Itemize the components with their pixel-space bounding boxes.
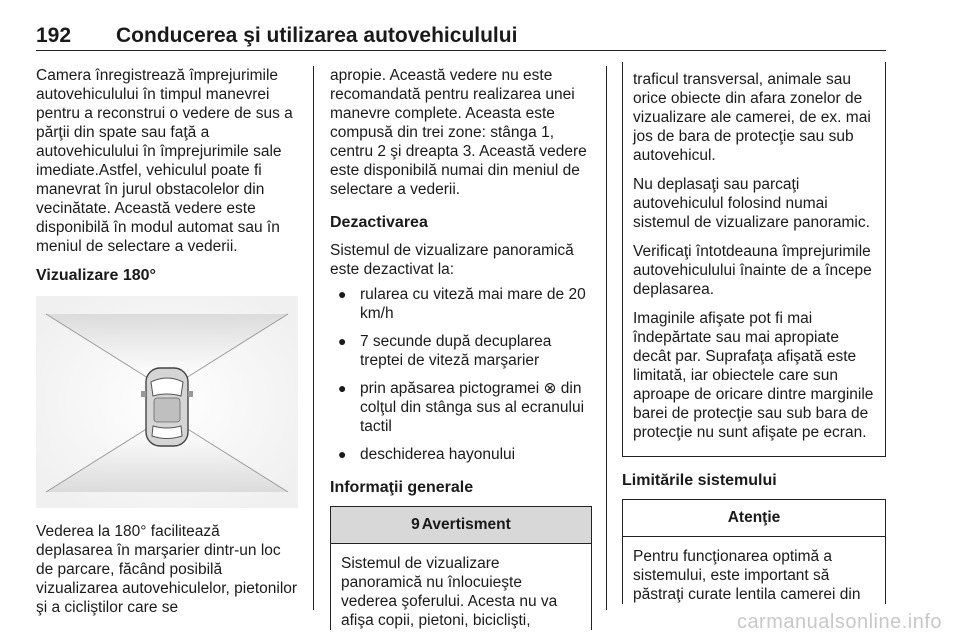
view-180-illustration (36, 296, 298, 508)
column-3 (622, 66, 886, 614)
caution-box (622, 499, 886, 604)
paragraph-180-view: Vederea la 180° facilitează deplasarea în marşarier dintr-un loc de parcare, făcând posibilă vizualizarea autovehiculelor, pietonilor şi a cicliştilor care se (36, 523, 298, 616)
bullet-icon: ● (338, 333, 347, 349)
warning-paragraph: Imaginile afişate pot fi mai îndepărtate sau mai apropiate decât par. Suprafaţa afişată este limitată, iar obiectele care sun aproape de oricare dintre marginile barei de protecţie sau sub bara de protecţie nu sunt afişate pe ecran. (633, 310, 874, 441)
list-item: ● deschiderea hayonului (338, 446, 516, 463)
warning-text: Sistemul de vizualizare panoramică nu înlocuieşte vederea şoferului. Acesta nu va afişa copii, pietoni, biciclişti, (341, 555, 558, 629)
warning-icon: 9 (411, 516, 420, 533)
caution-title: Atenţie (623, 500, 885, 537)
bullet-icon: ● (338, 286, 347, 302)
deactivation-intro: Sistemul de vizualizare panoramică este dezactivat la: (330, 242, 574, 278)
heading-180-view: Vizualizare 180° (36, 267, 156, 284)
watermark: carmanualsonline.info (736, 611, 942, 633)
column-2 (330, 66, 592, 640)
continuation-paragraph: apropie. Această vedere nu este recomandată pentru realizarea unei manevre complete. Aceasta este compusă din trei zone: stânga 1, centru 2 şi dreapta 3. Această vedere este disponibilă numai din meniul de selectare a vederii. (330, 67, 587, 198)
intro-paragraph: Camera înregistrează împrejurimile autovehiculului în timpul manevrei pentru a reconstrui o vedere de sus a părţii din spate sau faţă a autovehiculului în împrejurimile sale imediate.Astfel, vehiculul poate fi manevrat în jurul obstacolelor din vecinătate. Această vedere este disponibilă în modul automat sau în meniul de selectare a vederii. (36, 67, 293, 255)
list-item: ● 7 secunde după decuplarea treptei de viteză marşarier (338, 333, 552, 369)
caution-text: Pentru funcţionarea optimă a sistemului, este important să păstraţi curate lentila camerei din (633, 548, 861, 603)
column-divider (313, 66, 314, 610)
column-divider (606, 66, 607, 610)
page-number: 192 (36, 24, 72, 47)
warning-box-continued (622, 62, 886, 457)
list-item: ● prin apăsarea pictogramei ⊗ din colţul din stânga sus al ecranului tactil (338, 380, 585, 435)
car-top-view-icon (141, 368, 193, 446)
bullet-icon: ● (338, 380, 347, 396)
warning-paragraph: Verificaţi întotdeauna împrejurimile autovehiculului înainte de a începe deplasarea. (633, 243, 872, 298)
warning-title: 9 Avertisment (331, 507, 591, 544)
list-item: ● rularea cu viteză mai mare de 20 km/h (338, 286, 586, 322)
bullet-icon: ● (338, 446, 347, 462)
heading-deactivation: Dezactivarea (330, 214, 428, 231)
warning-paragraph: Nu deplasaţi sau parcaţi autovehiculul folosind numai sistemul de vizualizare panoramic. (633, 176, 870, 231)
page-header (36, 24, 886, 51)
heading-system-limits: Limitările sistemului (622, 472, 777, 489)
heading-general-info: Informaţii generale (330, 479, 474, 496)
warning-paragraph: traficul transversal, animale sau orice obiecte din afara zonelor de vizualizare ale camerei, de ex. mai jos de bara de protecţie sau sub autovehicul. (633, 71, 871, 164)
deactivation-list (330, 285, 592, 464)
warning-box (330, 506, 592, 630)
page-title: Conducerea şi utilizarea autovehiculului (116, 24, 518, 47)
column-1 (36, 66, 298, 627)
